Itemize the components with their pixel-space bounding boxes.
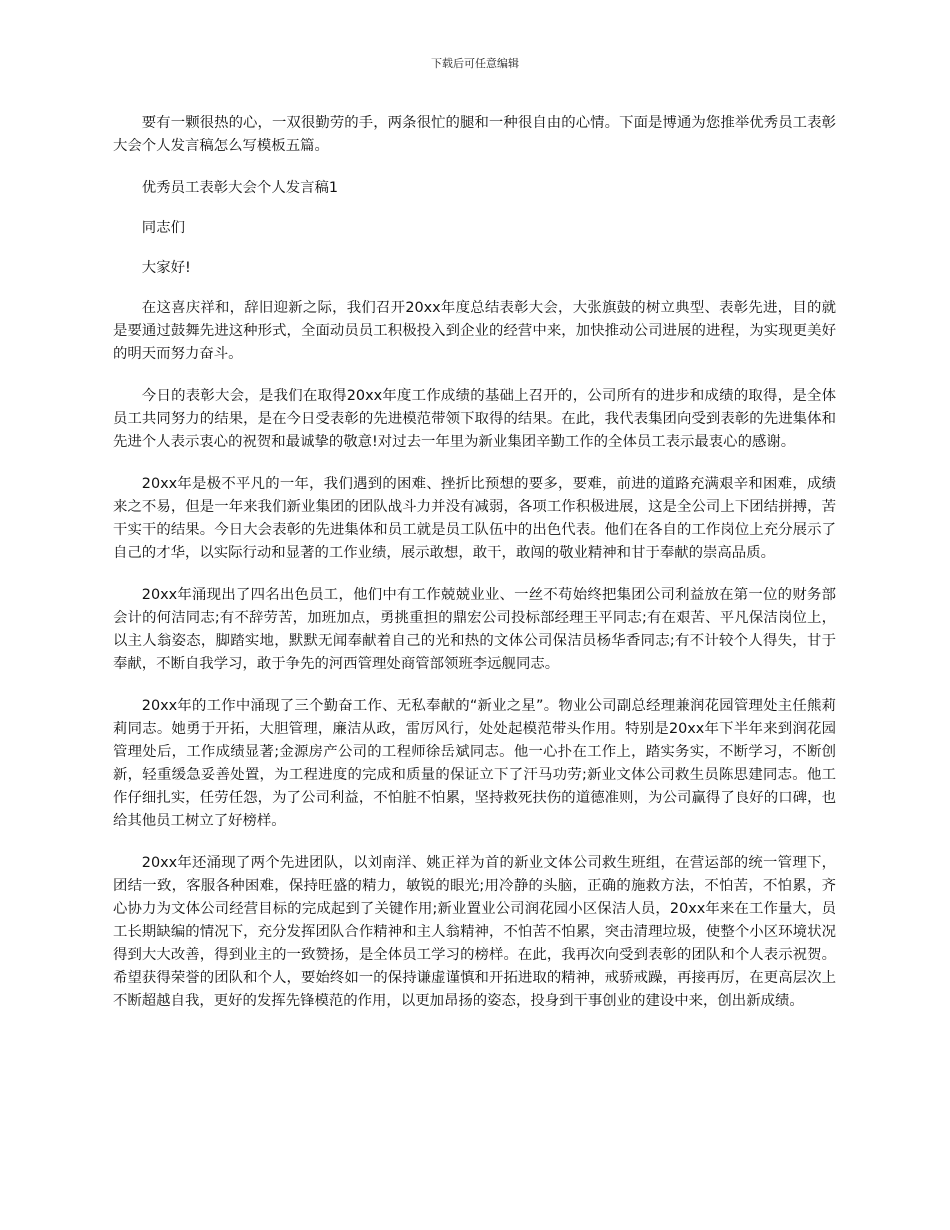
body-paragraph: 20xx年的工作中涌现了三个勤奋工作、无私奉献的“新业之星”。物业公司副总经理兼润花园管理处主任熊莉莉同志。她勇于开拓，大胆管理，廉洁从政，雷厉风行，处处起模范带头作用。特别是20xx年下半年来到润花园管理处后，工作成绩显著;金源房产公司的工程师徐岳斌同志。他一心扑在工作上，踏实务实，不断学习，不断创新，轻重缓急妥善处置，为工程进度的完成和质量的保证立下了汗马功劳;新业文体公司救生员陈思建同志。他工作仔细扎实，任劳任怨，为了公司利益，不怕脏不怕累，坚持救死扶伤的道德准则，为公司赢得了良好的口碑，也给其他员工树立了好榜样。 [113,698,836,829]
body-paragraph: 20xx年还涌现了两个先进团队，以刘南洋、姚正祥为首的新业文体公司救生班组，在营运部的统一管理下，团结一致，客服各种困难，保持旺盛的精力，敏锐的眼光;用冷静的头脑，正确的施救方法，不怕苦，不怕累，齐心协力为文体公司经营目标的完成起到了关键作用;新业置业公司润花园小区保洁人员，20xx年来在工作量大，员工长期缺编的情况下，充分发挥团队合作精神和主人翁精神，不怕苦不怕累，突击清理垃圾，使整个小区环境状况得到大大改善，得到业主的一致赞扬，是全体员工学习的榜样。在此，我再次向受到表彰的团队和个人表示祝贺。希望获得荣誉的团队和个人，要始终如一的保持谦虚谨慎和开拓进取的精神，戒骄戒躁，再接再厉，在更高层次上不断超越自我，更好的发挥先锋模范的作用，以更加昂扬的姿态，投身到干事创业的建设中来，创出新成绩。 [113,855,836,1009]
greeting: 大家好! [141,260,191,276]
body-paragraph: 在这喜庆祥和，辞旧迎新之际，我们召开20xx年度总结表彰大会，大张旗鼓的树立典型、表彰先进，目的就是要通过鼓舞先进这种形式，全面动员员工积极投入到企业的经营中来，加快推动公司进展的进程，为实现更美好的明天而努力奋斗。 [113,300,836,362]
page-header [0,56,950,72]
body-paragraph: 20xx年涌现出了四名出色员工，他们中有工作兢兢业业、一丝不苟始终把集团公司利益放在第一位的财务部会计的何洁同志;有不辞劳苦，加班加点，勇挑重担的鼎宏公司投标部经理王平同志;有在艰苦、平凡保洁岗位上，以主人翁姿态，脚踏实地，默默无闻奉献着自己的光和热的文体公司保洁员杨华香同志;有不计较个人得失，甘于奉献，不断自我学习，敢于争先的河西管理处商管部领班李远舰同志。 [113,587,836,672]
header-note: 下载后可任意编辑 [431,57,519,70]
body-paragraph: 今日的表彰大会，是我们在取得20xx年度工作成绩的基础上召开的，公司所有的进步和成绩的取得，是全体员工共同努力的结果，是在今日受表彰的先进模范带领下取得的结果。在此，我代表集团向受到表彰的先进集体和先进个人表示衷心的祝贺和最诚挚的敬意!对过去一年里为新业集团辛勤工作的全体员工表示最衷心的感谢。 [113,388,836,450]
salutation: 同志们 [141,220,185,236]
body-paragraph: 20xx年是极不平凡的一年，我们遇到的困难、挫折比预想的要多，要难，前进的道路充满艰辛和困难，成绩来之不易，但是一年来我们新业集团的团队战斗力并没有减弱，各项工作积极进展，这是全公司上下团结拼搏，苦干实干的结果。今日大会表彰的先进集体和员工就是员工队伍中的出色代表。他们在各自的工作岗位上充分展示了自己的才华，以实际行动和显著的工作业绩，展示敢想，敢干，敢闯的敬业精神和甘于奉献的崇高品质。 [113,476,836,561]
speech-title: 优秀员工表彰大会个人发言稿1 [141,180,339,196]
document-body [113,112,836,1032]
intro-paragraph: 要有一颗很热的心，一双很勤劳的手，两条很忙的腿和一种很自由的心情。下面是博通为您推举优秀员工表彰大会个人发言稿怎么写模板五篇。 [113,115,836,154]
